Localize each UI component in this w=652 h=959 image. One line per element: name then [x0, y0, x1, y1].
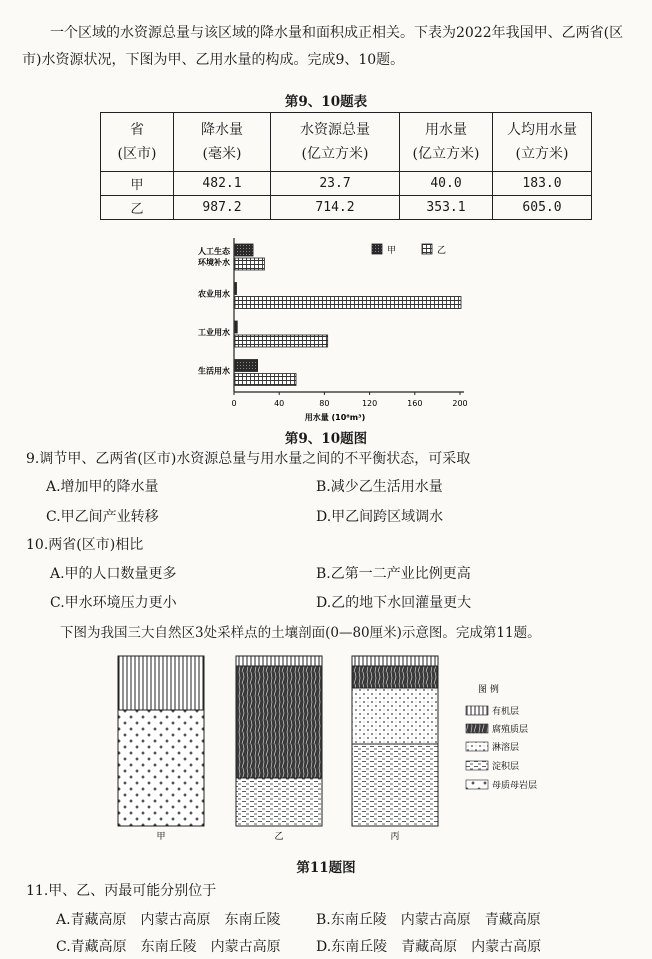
table-cell: 23.7: [271, 172, 400, 196]
water-use-chart: [170, 232, 490, 422]
water-table: [100, 112, 592, 220]
x-axis-label: 用水量 (10⁸m³): [304, 413, 366, 422]
layer-deposition: [236, 778, 322, 826]
legend-swatch-jia: [372, 244, 382, 254]
table-cell: 甲: [101, 172, 174, 196]
question-9-option-b[interactable]: B.减少乙生活用水量: [316, 479, 443, 495]
table-row: [101, 196, 592, 220]
layer-parent-rock: [118, 710, 204, 826]
category-label: 环境补水: [198, 258, 230, 267]
chart-caption: 第9、10题图: [284, 431, 368, 447]
question-11-option-d[interactable]: D.东南丘陵 青藏高原 内蒙古高原: [316, 939, 542, 955]
intro-paragraph: 一个区域的水资源总量与该区域的降水量和面积成正相关。下表为2022年我国甲、乙两省(区市)水资源状况，下图为甲、乙用水量的构成。完成9、10题。: [22, 25, 624, 68]
x-tick-label: 40: [274, 399, 285, 408]
x-tick-label: 160: [407, 399, 423, 408]
legend-label: 甲: [387, 246, 397, 256]
legend-label: 淋溶层: [492, 743, 520, 753]
legend-label: 乙: [437, 246, 447, 256]
question-11-option-a[interactable]: A.青藏高原 内蒙古高原 东南丘陵: [56, 912, 281, 928]
layer-deposition: [352, 744, 438, 826]
bar-jia: [235, 321, 237, 333]
category-label: 工业用水: [198, 328, 230, 337]
legend-label: 淀积层: [492, 762, 520, 772]
legend-swatch-humus: [466, 724, 488, 733]
category-label: 生活用水: [198, 366, 230, 376]
profile-label-bing: 丙: [390, 832, 400, 842]
table-cell: 183.0: [493, 172, 592, 196]
header-cell: 省 (区市): [101, 113, 174, 172]
question-10-option-d[interactable]: D.乙的地下水回灌量更大: [316, 595, 472, 611]
bar-yi: [235, 374, 296, 386]
header-cell: 水资源总量 (亿立方米): [271, 113, 400, 172]
soil-legend: [466, 683, 537, 791]
soil-profiles-diagram: [110, 648, 550, 844]
bar-yi: [235, 297, 461, 309]
question-10-option-b[interactable]: B.乙第一二产业比例更高: [316, 566, 471, 582]
category-label: 人工生态: [198, 247, 230, 256]
question-11-option-c[interactable]: C.青藏高原 东南丘陵 内蒙古高原: [56, 939, 281, 955]
table-caption: 第9、10题表: [284, 94, 368, 110]
legend-label: 母质母岩层: [492, 781, 538, 791]
soil-caption: 第11题图: [296, 860, 356, 876]
table-cell: 605.0: [493, 196, 592, 220]
table-cell: 987.2: [174, 196, 271, 220]
x-tick-label: 120: [361, 399, 378, 408]
layer-organic: [118, 656, 204, 710]
header-cell: 降水量 (毫米): [174, 113, 271, 172]
header-cell: 用水量 (亿立方米): [400, 113, 493, 172]
bar-jia: [235, 283, 237, 295]
soil-profile-yi: [236, 656, 322, 826]
layer-organic: [236, 656, 322, 666]
layer-eluvial: [352, 688, 438, 744]
table-header-row: [101, 113, 592, 172]
layer-organic: [352, 656, 438, 666]
x-tick-label: 200: [452, 399, 468, 408]
table-cell: 714.2: [271, 196, 400, 220]
bar-yi: [235, 258, 264, 270]
layer-humus: [352, 666, 438, 688]
question-9-option-a[interactable]: A.增加甲的降水量: [46, 479, 159, 495]
profile-label-jia: 甲: [156, 832, 166, 842]
question-11-option-b[interactable]: B.东南丘陵 内蒙古高原 青藏高原: [316, 912, 541, 928]
legend-title: 图 例: [478, 685, 499, 695]
question-10-stem: 10.两省(区市)相比: [26, 537, 144, 553]
legend-swatch-yi: [422, 244, 432, 254]
bar-jia: [235, 244, 253, 256]
table-cell: 353.1: [400, 196, 493, 220]
category-label: 农业用水: [198, 289, 230, 299]
legend-swatch-organic: [466, 706, 488, 715]
legend-swatch-deposition: [466, 761, 488, 770]
soil-profile-jia: [118, 656, 204, 826]
x-tick-label: 0: [231, 399, 237, 408]
legend-swatch-parent-rock: [466, 780, 488, 789]
header-cell: 人均用水量 (立方米): [493, 113, 592, 172]
table-cell: 乙: [101, 196, 174, 220]
soil-profile-bing: [352, 656, 438, 826]
table-cell: 482.1: [174, 172, 271, 196]
legend-swatch-eluvial: [466, 742, 488, 751]
question-9-option-d[interactable]: D.甲乙间跨区域调水: [316, 509, 444, 525]
table-row: [101, 172, 592, 196]
question-9-stem: 9.调节甲、乙两省(区市)水资源总量与用水量之间的不平衡状态，可采取: [26, 451, 471, 467]
question-11-stem: 11.甲、乙、丙最可能分别位于: [26, 883, 217, 899]
bar-yi: [235, 335, 328, 347]
bar-jia: [235, 360, 258, 372]
question-10-option-c[interactable]: C.甲水环境压力更小: [50, 595, 177, 611]
profile-label-yi: 乙: [274, 832, 284, 842]
question-9-option-c[interactable]: C.甲乙间产业转移: [46, 509, 159, 525]
legend-label: 有机层: [492, 707, 520, 717]
layer-humus: [236, 666, 322, 778]
x-tick-label: 80: [319, 399, 330, 408]
question-10-option-a[interactable]: A.甲的人口数量更多: [50, 566, 177, 582]
table-cell: 40.0: [400, 172, 493, 196]
legend-label: 腐殖质层: [492, 725, 529, 735]
soil-intro: 下图为我国三大自然区3处采样点的土壤剖面(0—80厘米)示意图。完成第11题。: [60, 625, 541, 641]
